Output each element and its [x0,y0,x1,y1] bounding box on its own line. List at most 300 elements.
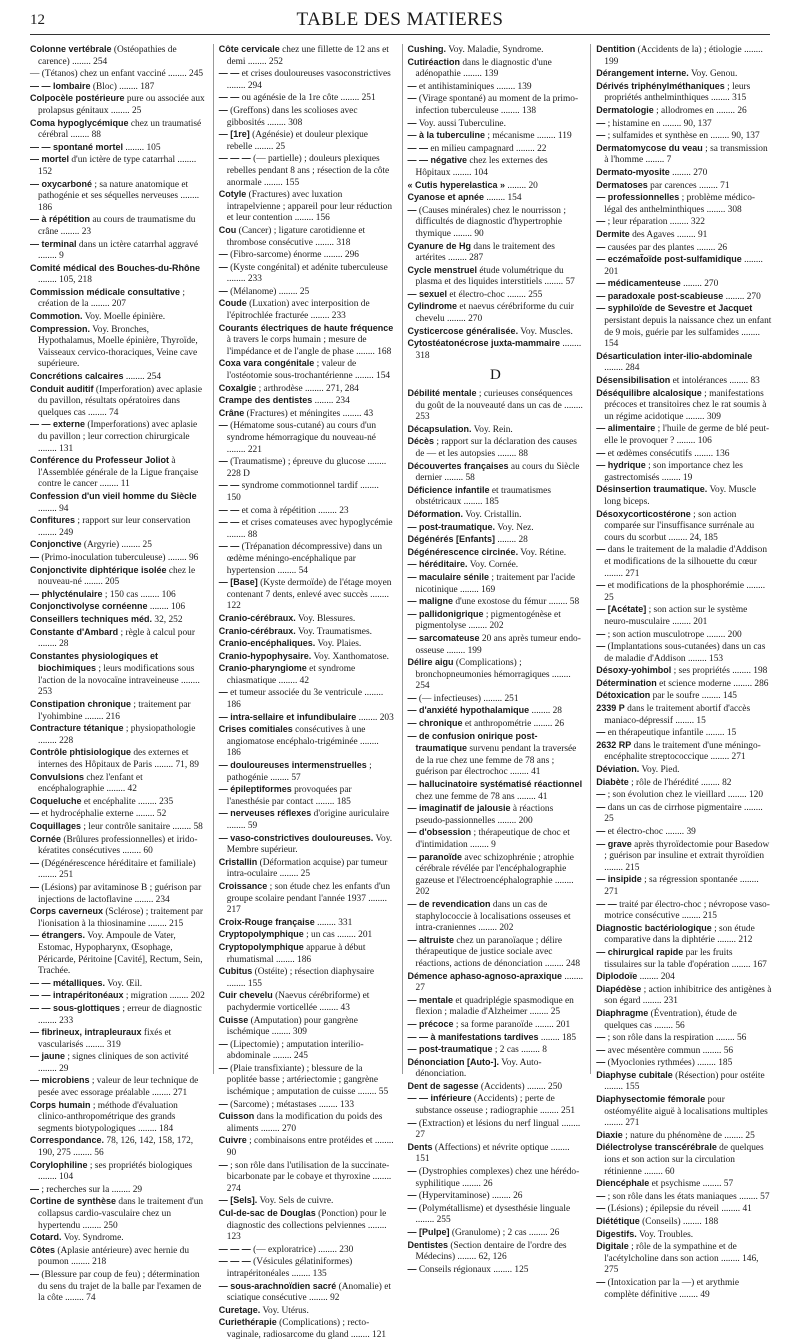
entry-text: ; rôle de l'hérédité ........ 82 [631,777,732,788]
entry-text: et intolérances ........ 83 [672,376,760,387]
entry-text: ........ 105, 218 [38,275,92,286]
index-entry [408,1203,584,1227]
index-entry [219,929,395,942]
entry-heading: — [407,204,417,215]
entry-heading: Dérivés triphénylméthaniques [596,80,725,91]
entry-heading: Dermato-myosite [596,166,670,177]
entry-text: ; migration ........ 202 [125,991,205,1002]
index-entry [30,1027,206,1051]
entry-heading: — fibrineux, intrapleuraux [30,1027,142,1038]
entry-text: ; son action comparée sur l'insuffisance surrénale au cours du scorbut ........ 24, 185 [604,509,755,543]
entry-heading: — [596,1203,606,1214]
index-entry [219,44,395,68]
entry-text: (Amputation) pour gangrène ischémique ........ 309 [226,1015,358,1038]
index-entry [219,92,395,105]
entry-text: (Trépanation décompressive) dans un œdème méningo-encéphalique par hypertension ........ 54 [226,542,383,576]
index-entry [30,154,206,178]
index-entry [408,522,584,535]
entry-text: Voy. Utérus. [262,1305,309,1316]
index-entry [219,323,395,359]
index-entry [596,44,772,68]
entry-text: Voy. Cristallin. [465,509,522,520]
entry-text: Voy. Bronches, Hypothalamus, Moelle épinière, Thyroïde, Vaisseaux cervico-thoraciques, Veine cave supérieure. [38,324,198,370]
index-entry [596,460,772,484]
entry-text: ; son action musculotrope ........ 200 [607,629,742,640]
entry-heading: Dentistes [407,1239,449,1250]
entry-heading: Croissance [218,880,268,891]
entry-text: ........ 94 [38,503,69,514]
entry-heading: — phlycténulaire [30,588,103,599]
index-entry [596,604,772,628]
entry-heading: — [218,1062,228,1073]
entry-text: (Kyste dermoïde) de l'étage moyen contenant 7 dents, enlevé avec succès ........ 122 [226,578,392,612]
index-entry [219,857,395,881]
entry-heading: Coxa vara congénitale [218,358,315,369]
index-entry [219,663,395,687]
index-entry [30,614,206,627]
index-entry [30,1100,206,1136]
entry-text: (Lipectomie) ; amputation interilio-abdominale ........ 245 [226,1039,364,1062]
entry-heading: — d'obsession [407,827,472,838]
entry-text: (Virage spontané) au moment de la primo-infection tuberculeuse ........ 138 [415,94,579,116]
entry-heading: Compression. [30,323,91,334]
entry-heading: Décapsulation. [407,423,472,434]
entry-text: pure ou associée aux prolapsus génitaux ........ 25 [38,94,205,116]
entry-heading: — [407,93,417,104]
entry-text: Voy. Xanthomatose. [313,651,389,662]
index-entry [596,923,772,947]
entry-heading: — hydrique [596,460,646,471]
index-entry [596,1229,772,1242]
entry-heading: — [596,1190,606,1201]
index-entry [596,544,772,580]
index-entry [30,808,206,821]
entry-heading: Coquillages [30,821,82,831]
entry-heading: Commission médicale consultative [30,286,181,297]
entry-heading: — [30,1183,39,1194]
index-columns [30,44,772,1340]
entry-heading: Cubitus [218,966,253,977]
index-entry [30,311,206,324]
index-entry [219,1160,395,1196]
entry-heading: — [596,1276,606,1287]
entry-heading: — — [596,898,617,909]
entry-heading: Cutiréaction [407,56,461,67]
index-entry [596,1178,772,1191]
entry-heading: Déviation. [596,764,640,775]
entry-heading: Désinsertion traumatique. [596,484,708,495]
index-entry [408,1057,584,1081]
index-entry [408,1227,584,1240]
entry-heading: — [596,216,606,227]
index-entry [30,834,206,858]
entry-text: ; recherches sur la ........ 29 [41,1184,143,1195]
entry-text: d'une exostose du fémur ........ 58 [455,597,580,608]
entry-heading: Diaphysectomie fémorale [596,1094,706,1105]
index-entry [219,687,395,711]
entry-heading: — terminal [30,238,77,249]
entry-heading: — [Acétate] [596,604,647,615]
index-entry [219,153,395,189]
index-entry [408,779,584,803]
entry-heading: « Cutis hyperelastica » [407,179,506,190]
entry-text: (Conseils) ........ 188 [642,1217,719,1227]
entry-text: et naevus cérébriforme du cuir chevelu ........ 270 [415,302,574,325]
entry-heading: Côtes [30,1244,56,1255]
entry-text: provoquées par l'anesthésie par contact ........ 185 [226,785,352,807]
entry-text: (Agénésie) et douleur plexique rebelle ........ 25 [226,130,368,152]
entry-text: et syndrome chiasmatique ........ 42 [226,664,356,686]
entry-heading: Diencéphale [596,1178,650,1189]
index-entry [30,930,206,977]
index-entry [219,262,395,286]
entry-heading: Crises comitiales [218,724,293,735]
entry-text: (Lésions) par avitaminose B ; guérison par injections de lactoflavine ........ 234 [38,882,202,905]
entry-heading: Cotyle [218,189,247,200]
entry-heading: Décès [407,436,435,447]
index-entry [596,143,772,167]
entry-heading: Cranio-pharyngiome [218,663,307,674]
entry-heading: — [30,551,39,562]
index-entry [408,609,584,633]
index-entry [596,1203,772,1216]
entry-heading: 2632 RP [596,739,632,750]
index-entry [596,229,772,242]
entry-text: ; curieuses conséquences du goût de la nouveauté dans un cas de ........ 253 [415,389,583,423]
index-entry [408,388,584,424]
entry-text: (Polymétallisme) et dysesthésie linguale ........ 255 [415,1203,571,1226]
index-entry [596,580,772,604]
entry-text: ; action inhibitrice des antigènes à son égard ........ 231 [604,984,772,1007]
entry-heading: Cornée [30,833,62,844]
entry-heading: — paranoïde [407,851,463,862]
entry-heading: Correspondance. [30,1135,105,1146]
index-entry [596,1277,772,1301]
index-entry [408,509,584,522]
index-entry [596,242,772,255]
index-entry [219,917,395,930]
entry-heading: Courants électriques de haute fréquence [218,322,394,333]
entry-heading: Corylophiline [30,1159,88,1170]
index-entry [219,298,395,322]
entry-text: (Affections) et névrite optique ........ 151 [415,1142,570,1165]
entry-heading: — eczémat̃oïde post-sulfamidique [596,254,742,265]
entry-heading: — — inférieure [407,1093,472,1104]
entry-text: Voy. Syndrome. [63,1233,124,1244]
index-entry [219,249,395,262]
entry-text: (Luxation) avec interposition de l'épitrochlée fracturée ........ 233 [226,299,370,322]
entry-text: dans le traitement des artérites ........ 287 [415,241,555,264]
entry-text: chez le nouveau-né ........ 205 [38,565,196,588]
index-entry [408,265,584,289]
entry-heading: — [407,1166,417,1177]
entry-text: (— partielle) ; douleurs plexiques rebelles pendant 8 ans ; résection de la côte anormale ........ 155 [226,154,390,188]
entry-heading: — médicamenteuse [596,278,681,289]
entry-text: ; leur réparation ........ 322 [607,217,705,228]
entry-text: traité par électro-choc ; névropose vaso-motrice consécutive ........ 215 [604,899,770,922]
index-entry [408,143,584,156]
entry-text: dans un cas de staphylococcie à localisations osseuses et intra-craniennes ........ 202 [415,899,571,934]
entry-text: ; 2 cas ........ 8 [494,1045,547,1056]
index-entry [219,1195,395,1208]
entry-text: ; sa transmission à l'homme ........ 7 [604,143,768,166]
entry-heading: Désoxy-yohimbol [596,665,672,676]
index-entry [408,485,584,509]
index-entry [219,1305,395,1318]
entry-text: dans le traitement d'un collapsus cardio-vasculaire chez un hypertendu ........ 250 [38,1197,204,1231]
entry-text: (Mélanome) ........ 25 [230,286,310,297]
entry-text: (Ostéopathies de carence) ........ 254 [38,45,177,67]
entry-heading: Cryptopolymphique [218,929,304,940]
entry-heading: Démence aphaso-agnoso-apraxique [407,970,563,981]
index-entry [30,491,206,515]
entry-text: ; valeur de l'ostéotomie sous-trochantérienne ........ 154 [226,359,391,382]
entry-heading: Découvertes françaises [407,460,509,471]
entry-heading: Cristallin [218,856,258,867]
entry-heading: Diplodoïe [596,971,638,982]
entry-text: (Ostéite) ; résection diaphysaire ........ 155 [226,967,375,989]
entry-text: (Plaie transfixiante) ; blessure de la poplitée basse ; artériectomie ; gangrène ischémique ; amputation de cuisse ........ 55 [226,1063,389,1098]
entry-heading: — — — [218,153,251,164]
entry-text: (Naevus cérébriforme) et pachydermie vorticellée ........ 43 [226,991,370,1013]
entry-heading: — [596,789,606,800]
entry-text: ; rapport sur leur conservation ........ 249 [38,516,191,538]
entry-text: à travers le corps humain ; mesure de l'impédance et de l'angle de phase ........ 168 [226,335,392,357]
index-entry [596,1216,772,1229]
entry-heading: Commotion. [30,311,83,322]
index-entry [408,718,584,731]
index-entry [596,1142,772,1178]
entry-text: chez une fillette de 12 ans et demi ........ 252 [226,45,389,67]
index-column [402,44,584,1275]
entry-heading: — oxycarboné [30,178,93,189]
index-entry [408,57,584,81]
index-entry [408,424,584,437]
entry-heading: Cuisson [218,1111,255,1122]
entry-heading: — [1re] [218,129,250,140]
entry-text: Voy. Moelle épinière. [84,312,166,323]
index-entry [30,455,206,491]
entry-heading: — [407,1202,417,1213]
entry-text: ........ 201 [604,255,763,277]
entry-heading: Conduit auditif [30,383,94,394]
entry-text: ; 150 cas ........ 106 [104,589,176,600]
index-entry [219,808,395,832]
entry-heading: Confitures [30,515,75,526]
entry-text: survenu pendant la traversée de la rue chez une femme de 78 ans ; guérison par électrochoc ........ 41 [415,744,577,778]
entry-heading: — [596,130,606,141]
entry-text: (Vésicules gélatiniformes) intrapéritonéales ........ 135 [226,1257,353,1279]
entry-text: Voy. Ampoule de Vater, Estomac, Hypopharynx, Œsophage, Péricarde, Péritoine [Cavité], Rectum, Sein, Trachée. [38,931,203,977]
entry-heading: Cuivre [218,1135,247,1146]
index-entry [596,375,772,388]
index-entry [219,577,395,613]
index-entry [596,484,772,508]
entry-heading: 2339 P [596,703,625,714]
entry-heading: — hallucinatoire systématisé réactionnel [407,779,583,790]
entry-text: (Hématome sous-cutané) au cours d'un syndrome hémorragique du nouveau-né ........ 221 [226,421,377,455]
entry-text: après thyroïdectomie pour Basedow ; guérison par insuline et extrait thyroïdien ........ 215 [604,839,770,873]
entry-text: (Section dentaire de l'ordre des Médecins) ........ 62, 126 [415,1240,567,1263]
entry-heading: — — [218,480,240,491]
index-entry [408,241,584,265]
entry-heading: — — externe [30,419,86,430]
index-entry [596,947,772,971]
entry-heading: — [218,1159,228,1170]
entry-text: Voy. Auto-dénonciation. [415,1057,542,1080]
entry-heading: — de confusion onirique post-traumatique [407,730,538,754]
index-entry [30,239,206,263]
entry-heading: Dérangement interne. [596,68,689,79]
entry-heading: Dénonciation [Auto-]. [407,1056,499,1067]
entry-text: ........ 270 [725,291,761,302]
index-entry [219,456,395,480]
index-entry [30,882,206,906]
entry-heading: Diététique [596,1216,640,1226]
entry-heading: — grave [596,838,632,849]
entry-text: ; erreur de diagnostic ........ 233 [38,1003,202,1026]
entry-text: avec schizophrénie ; atrophie cérébrale révélée par l'encéphalographie gazeuse et l'électroencéphalographie ........ 202 [415,852,574,898]
index-entry [596,802,772,826]
entry-heading: — [596,544,606,555]
entry-text: (Bloc) ........ 187 [92,81,155,92]
index-entry [408,731,584,779]
entry-heading: — pallidonigrique [407,608,484,619]
entry-text: et modifications de la phosphorémie ........ 25 [604,581,766,603]
index-entry [408,461,584,485]
index-entry [408,1240,584,1264]
index-entry [219,724,395,760]
index-entry [219,1256,395,1280]
entry-heading: — [218,285,228,296]
entry-text: Voy. Muscles. [520,326,573,337]
index-entry [408,436,584,460]
entry-heading: Déficience infantile [407,484,490,495]
entry-text: (Sarcome) ; métastases ........ 133 [230,1099,355,1110]
entry-text: et électro-choc ........ 39 [607,827,696,837]
entry-text: ........ 203 [358,712,394,723]
entry-text: (Déformation acquise) par tumeur intra-oculaire ........ 25 [226,857,388,880]
entry-text: chez un traumatisé cérébral ........ 88 [38,118,202,141]
entry-text: (Complications) ; bronchopneumonies hémorragiques ........ 254 [415,658,571,692]
entry-heading: — [218,687,228,698]
entry-text: et coma à répétition ........ 23 [241,505,349,516]
index-entry [408,1044,584,1057]
index-entry [30,978,206,991]
entry-heading: Cysticercose généralisée. [407,325,519,336]
index-entry [219,189,395,225]
entry-heading: Colonne vertébrale [30,44,112,54]
entry-text: (Imperforations) avec aplasie du pavillon ; leur correction chirurgicale ........ 131 [38,420,198,454]
entry-text: (— exploratrice) ........ 230 [253,1244,354,1255]
entry-heading: — vaso-constrictives douloureuses. [218,832,374,843]
entry-text: ; son action sur le système neuro-musculaire ........ 201 [604,605,748,627]
entry-heading: Coxalgie [218,382,257,393]
index-entry [596,789,772,802]
entry-heading: Diapédèse [596,983,642,994]
entry-heading: Corps caverneux [30,906,104,917]
index-entry [408,326,584,339]
index-entry [408,534,584,547]
entry-text: à l'Assemblée générale de la Ligue française contre le cancer ........ 11 [38,456,199,490]
index-entry [219,1015,395,1039]
entry-text: Voy. Nez. [497,522,534,533]
index-entry [30,1245,206,1269]
index-entry [596,68,772,81]
index-entry [219,358,395,382]
entry-text: ; histamine en ........ 90, 137 [607,118,712,129]
index-entry [30,324,206,371]
entry-text: en thérapeutique infantile ........ 15 [607,728,737,739]
index-entry [596,303,772,350]
entry-heading: Conseillers techniques méd. [30,613,153,624]
entry-heading: Cytostéatonécrose juxta-mammaire [407,338,561,349]
entry-heading: — [30,881,39,892]
entry-heading: — — [218,517,240,528]
index-entry [30,214,206,238]
index-entry [408,1081,584,1094]
entry-heading: Cranio-encéphaliques. [218,638,316,649]
entry-heading: — — [218,92,240,103]
entry-heading: Cyanure de Hg [407,240,472,251]
entry-text: Voy. Maladie, Syndrome. [448,45,544,55]
entry-heading: — [407,692,417,703]
index-entry [30,68,206,81]
entry-text: par carences ........ 71 [650,180,730,191]
index-entry [408,118,584,131]
index-entry [596,1032,772,1045]
entry-text: ; son rôle dans la respiration ........ 56 [607,1033,747,1044]
entry-heading: — douloureuses intermenstruelles [218,760,367,771]
index-entry [30,747,206,771]
entry-heading: Dent de sagesse [407,1080,479,1091]
entry-text: (Primo-inoculation tuberculeuse) ........ 96 [41,552,199,563]
entry-heading: — alimentaire [596,423,656,434]
entry-text: ; leurs modifications sous l'action de la novocaïne intraveineuse ........ 253 [38,664,200,698]
index-entry [596,1057,772,1070]
entry-text: d'un ictère de type catarrhal ........ 152 [38,155,197,177]
entry-text: ........ 154 [486,193,522,204]
index-entry [408,93,584,117]
entry-text: d'origine auriculaire ........ 59 [226,809,390,831]
index-entry [219,1135,395,1159]
index-entry [219,68,395,92]
index-entry [408,1093,584,1117]
entry-heading: — [407,117,417,128]
index-entry [596,665,772,678]
entry-heading: Contracture tétanique [30,723,124,734]
index-entry [408,935,584,971]
entry-heading: — [596,1057,606,1068]
index-entry [219,784,395,808]
index-entry [596,1241,772,1277]
index-entry [219,760,395,784]
entry-heading: — [596,826,606,836]
index-column [590,44,772,1300]
entry-text: chez une femme de 78 ans ........ 41 [415,791,548,802]
index-entry [30,627,206,651]
index-entry [219,613,395,626]
index-entry [596,703,772,727]
entry-text: ; combinaisons entre protéides et ........ 90 [226,1136,394,1159]
index-entry [219,480,395,504]
entry-heading: Constipation chronique [30,699,131,710]
entry-text: et hydrocéphalie externe ........ 52 [41,809,167,820]
entry-text: ; manifestations précoces et transitoires chez le rat soumis à un régime acidotique ........ 309 [604,388,767,422]
index-entry [219,286,395,299]
entry-text: ........ 185 [540,1032,577,1043]
entry-heading: — [407,1263,417,1274]
